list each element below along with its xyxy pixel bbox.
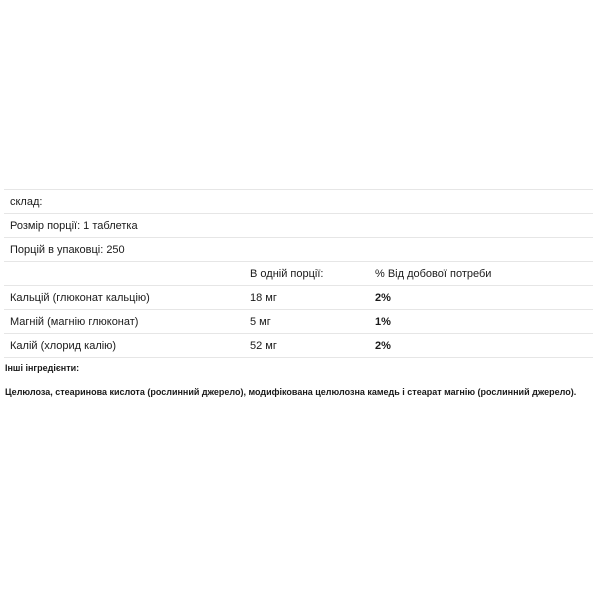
nutrient-daily-value: 2% xyxy=(369,286,593,310)
nutrient-amount: 18 мг xyxy=(244,286,369,310)
serving-size: Розмір порції: 1 таблетка xyxy=(4,214,593,238)
composition-label: склад: xyxy=(4,190,593,214)
header-daily-value: % Від добової потреби xyxy=(369,262,593,286)
header-amount: В одній порції: xyxy=(244,262,369,286)
table-row xyxy=(4,334,593,358)
composition-row xyxy=(4,190,593,214)
header-name xyxy=(4,262,244,286)
table-row xyxy=(4,286,593,310)
other-ingredients xyxy=(5,362,593,398)
serving-size-row xyxy=(4,214,593,238)
nutrient-name: Магній (магнію глюконат) xyxy=(4,310,244,334)
supplement-facts xyxy=(4,189,593,358)
servings-per-container-row xyxy=(4,238,593,262)
nutrient-name: Кальцій (глюконат кальцію) xyxy=(4,286,244,310)
supplement-facts-table xyxy=(4,189,593,358)
nutrient-amount: 52 мг xyxy=(244,334,369,358)
table-row xyxy=(4,310,593,334)
nutrient-amount: 5 мг xyxy=(244,310,369,334)
servings-per-container: Порцій в упаковці: 250 xyxy=(4,238,593,262)
nutrient-daily-value: 1% xyxy=(369,310,593,334)
table-header-row xyxy=(4,262,593,286)
other-ingredients-text: Целюлоза, стеаринова кислота (рослинний джерело), модифікована целюлозна камедь і стеарат магнію (рослинний джерело). xyxy=(5,387,577,397)
nutrient-daily-value: 2% xyxy=(369,334,593,358)
nutrient-name: Калій (хлорид калію) xyxy=(4,334,244,358)
other-ingredients-title: Інші інгредієнти: xyxy=(5,363,80,373)
